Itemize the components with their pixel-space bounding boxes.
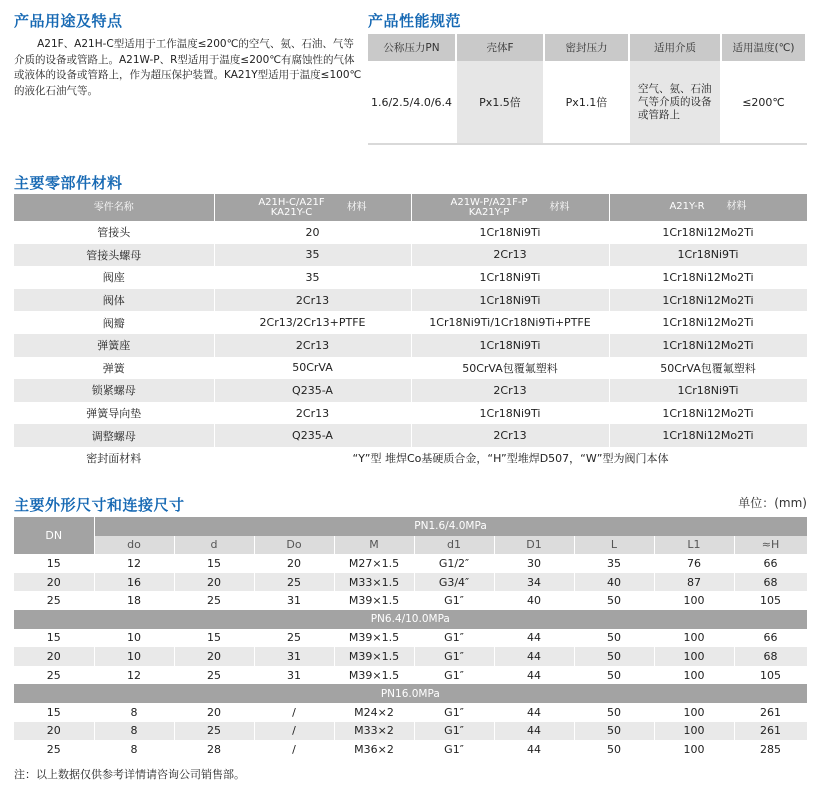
dim-cell: 105: [734, 666, 807, 685]
dim-cell: G1″: [414, 647, 494, 666]
dim-cell: 15: [14, 629, 94, 648]
material-cell: 1Cr18Ni9Ti: [411, 221, 609, 244]
dim-cell: M39×1.5: [334, 666, 414, 685]
dim-cell: G1″: [414, 740, 494, 759]
mat-header-model-1-name: A21H-C/A21F KA21Y-C: [258, 196, 325, 218]
dim-cell: 100: [654, 740, 734, 759]
dim-cell: 31: [254, 591, 334, 610]
dim-column-header: d: [174, 536, 254, 555]
dim-row: [14, 629, 807, 648]
dim-cell: G1/2″: [414, 554, 494, 573]
dim-cell: 50: [574, 703, 654, 722]
dim-cell: 25: [14, 591, 94, 610]
materials-title: 主要零部件材料: [14, 174, 123, 192]
mat-header-model-3-material: 材料: [726, 201, 747, 212]
dim-cell: 8: [94, 740, 174, 759]
dim-cell: 31: [254, 666, 334, 685]
unit-label: 单位：(mm): [738, 496, 807, 510]
dim-cell: 25: [254, 629, 334, 648]
material-cell: 2Cr13: [411, 244, 609, 267]
perf-header-shell: 壳体F: [456, 34, 544, 61]
dim-column-header: d1: [414, 536, 494, 555]
dim-cell: 50: [574, 629, 654, 648]
dim-cell: 100: [654, 666, 734, 685]
material-row: [14, 266, 807, 289]
material-cell: 1Cr18Ni12Mo2Ti: [609, 424, 807, 447]
dim-cell: 100: [654, 647, 734, 666]
material-cell: 1Cr18Ni12Mo2Ti: [609, 289, 807, 312]
dim-column-header: do: [94, 536, 174, 555]
part-name-cell: 阀座: [14, 266, 214, 289]
pressure-section-row: [14, 610, 807, 629]
material-cell: 1Cr18Ni12Mo2Ti: [609, 221, 807, 244]
dim-cell: /: [254, 740, 334, 759]
part-name-cell: 管接头: [14, 221, 214, 244]
material-cell: 1Cr18Ni9Ti: [411, 334, 609, 357]
dim-cell: 50: [574, 722, 654, 741]
dim-cell: M24×2: [334, 703, 414, 722]
dim-cell: 20: [174, 573, 254, 592]
dim-cell: 261: [734, 722, 807, 741]
dim-cell: M36×2: [334, 740, 414, 759]
material-cell: 2Cr13/2Cr13+PTFE: [214, 311, 411, 334]
dim-cell: M33×1.5: [334, 573, 414, 592]
material-cell: 1Cr18Ni12Mo2Ti: [609, 402, 807, 425]
perf-header-seal: 密封压力: [544, 34, 629, 61]
perf-cell-seal: Px1.1倍: [544, 61, 629, 144]
seal-label-cell: 密封面材料: [14, 447, 214, 470]
dim-cell: 16: [94, 573, 174, 592]
dimensions-table: [14, 517, 808, 759]
dim-cell: G3/4″: [414, 573, 494, 592]
material-cell: 2Cr13: [214, 334, 411, 357]
dim-cell: G1″: [414, 722, 494, 741]
dim-cell: 15: [174, 554, 254, 573]
part-name-cell: 阀体: [14, 289, 214, 312]
perf-cell-temp: ≤200℃: [721, 61, 806, 144]
dim-cell: 44: [494, 629, 574, 648]
dim-cell: 25: [14, 666, 94, 685]
dim-cell: 68: [734, 647, 807, 666]
material-cell: 1Cr18Ni9Ti: [609, 244, 807, 267]
material-cell: 2Cr13: [411, 424, 609, 447]
dim-column-header-row: [14, 536, 807, 555]
material-row: [14, 402, 807, 425]
dim-cell: G1″: [414, 591, 494, 610]
dim-column-header: Do: [254, 536, 334, 555]
perf-header-medium: 适用介质: [629, 34, 721, 61]
dim-cell: M33×2: [334, 722, 414, 741]
dim-cell: 8: [94, 703, 174, 722]
materials-body: [14, 221, 807, 470]
perf-cell-medium: 空气、氨、石油气等介质的设备或管路上: [629, 61, 721, 144]
dimensions-title: 主要外形尺寸和连接尺寸: [14, 496, 185, 514]
dim-cell: 50: [574, 647, 654, 666]
dim-cell: 76: [654, 554, 734, 573]
perf-header-temp: 适用温度(℃): [721, 34, 806, 61]
dim-cell: 100: [654, 703, 734, 722]
dim-cell: 261: [734, 703, 807, 722]
dim-cell: 20: [14, 573, 94, 592]
material-cell: 35: [214, 244, 411, 267]
pressure-section-row: [14, 684, 807, 703]
material-cell: Q235-A: [214, 424, 411, 447]
material-cell: 50CrVA包覆氟塑料: [411, 357, 609, 380]
dim-cell: 44: [494, 722, 574, 741]
dim-cell: 20: [254, 554, 334, 573]
dim-cell: 12: [94, 554, 174, 573]
material-cell: 1Cr18Ni12Mo2Ti: [609, 266, 807, 289]
pressure-section-label: PN1.6/4.0MPa: [94, 517, 807, 536]
dim-column-header: M: [334, 536, 414, 555]
dim-cell: 35: [574, 554, 654, 573]
dim-cell: /: [254, 703, 334, 722]
mat-header-model-2: [411, 194, 609, 221]
seal-row: [14, 447, 807, 470]
mat-header-model-1: [214, 194, 411, 221]
mat-header-model-2-name: A21W-P/A21F-P KA21Y-P: [450, 196, 528, 218]
perf-cell-pn: 1.6/2.5/4.0/6.4: [368, 61, 456, 144]
dim-cell: G1″: [414, 629, 494, 648]
dim-row: [14, 591, 807, 610]
dim-cell: 8: [94, 722, 174, 741]
material-row: [14, 424, 807, 447]
seal-text-cell: “Y”型 堆焊Co基硬质合金，“H”型堆焊D507，“W”型为阀门本体: [214, 447, 807, 470]
dim-cell: 25: [14, 740, 94, 759]
material-cell: 1Cr18Ni12Mo2Ti: [609, 334, 807, 357]
dim-cell: 25: [174, 666, 254, 685]
material-cell: 20: [214, 221, 411, 244]
dim-cell: 15: [174, 629, 254, 648]
dim-cell: 30: [494, 554, 574, 573]
dim-cell: 44: [494, 740, 574, 759]
dim-cell: 87: [654, 573, 734, 592]
dim-cell: 66: [734, 629, 807, 648]
material-cell: 2Cr13: [214, 402, 411, 425]
dim-column-header: L: [574, 536, 654, 555]
dim-cell: 66: [734, 554, 807, 573]
dim-cell: 100: [654, 722, 734, 741]
dim-row: [14, 647, 807, 666]
dim-column-header: ≈H: [734, 536, 807, 555]
dim-cell: 44: [494, 666, 574, 685]
dim-cell: 15: [14, 554, 94, 573]
dim-cell: 40: [574, 573, 654, 592]
material-row: [14, 244, 807, 267]
material-cell: 1Cr18Ni12Mo2Ti: [609, 311, 807, 334]
dim-cell: 31: [254, 647, 334, 666]
mat-header-model-2-material: 材料: [549, 201, 570, 213]
material-row: [14, 379, 807, 402]
material-cell: Q235-A: [214, 379, 411, 402]
dn-header: DN: [14, 517, 94, 554]
part-name-cell: 调整螺母: [14, 424, 214, 447]
dim-cell: M39×1.5: [334, 591, 414, 610]
material-cell: 1Cr18Ni9Ti: [609, 379, 807, 402]
dim-cell: G1″: [414, 703, 494, 722]
dim-column-header: D1: [494, 536, 574, 555]
material-cell: 50CrVA: [214, 357, 411, 380]
part-name-cell: 管接头螺母: [14, 244, 214, 267]
dim-cell: 40: [494, 591, 574, 610]
dim-cell: 50: [574, 740, 654, 759]
material-cell: 2Cr13: [214, 289, 411, 312]
mat-header-model-3-name: A21Y-R: [669, 201, 705, 212]
dim-cell: 10: [94, 629, 174, 648]
dim-cell: 15: [14, 703, 94, 722]
dim-cell: 100: [654, 591, 734, 610]
dim-cell: M39×1.5: [334, 629, 414, 648]
dim-cell: 25: [174, 722, 254, 741]
dim-column-header: L1: [654, 536, 734, 555]
dim-cell: 105: [734, 591, 807, 610]
dim-cell: 100: [654, 629, 734, 648]
dimensions-body: [14, 517, 807, 759]
dim-cell: M39×1.5: [334, 647, 414, 666]
dim-cell: 20: [14, 647, 94, 666]
dim-cell: /: [254, 722, 334, 741]
dim-cell: 28: [174, 740, 254, 759]
part-name-cell: 弹簧导向垫: [14, 402, 214, 425]
dim-cell: 20: [174, 647, 254, 666]
dim-cell: 20: [14, 722, 94, 741]
dim-cell: G1″: [414, 666, 494, 685]
dim-row: [14, 573, 807, 592]
mat-header-model-1-material: 材料: [346, 201, 367, 213]
dim-cell: M27×1.5: [334, 554, 414, 573]
material-cell: 1Cr18Ni9Ti: [411, 266, 609, 289]
dim-row: [14, 722, 807, 741]
material-row: [14, 357, 807, 380]
dim-row: [14, 666, 807, 685]
perf-header-pn: 公称压力PN: [368, 34, 456, 61]
usage-title: 产品用途及特点: [14, 12, 123, 30]
dim-cell: 20: [174, 703, 254, 722]
part-name-cell: 阀瓣: [14, 311, 214, 334]
dim-cell: 18: [94, 591, 174, 610]
perf-cell-shell: Px1.5倍: [456, 61, 544, 144]
material-row: [14, 334, 807, 357]
dim-cell: 25: [254, 573, 334, 592]
dim-cell: 44: [494, 703, 574, 722]
performance-title: 产品性能规范: [368, 12, 462, 30]
dim-cell: 10: [94, 647, 174, 666]
part-name-cell: 弹簧: [14, 357, 214, 380]
performance-table: [368, 34, 807, 145]
footnote: 注：以上数据仅供参考详情请咨询公司销售部。: [14, 768, 245, 781]
dim-cell: 285: [734, 740, 807, 759]
pressure-section-label: PN16.0MPa: [14, 684, 807, 703]
usage-text: A21F、A21H-C型适用于工作温度≤200℃的空气、氨、石油、气等介质的设备或管路上。A21W-P、R型适用于温度≤200℃有腐蚀性的气体或液体的设备或管路上，作为超压保护装置。KA21Y型适用于温度≤100℃的液化石油气等。: [14, 38, 362, 97]
mat-header-model-3: [609, 194, 807, 221]
material-row: [14, 311, 807, 334]
material-cell: 50CrVA包覆氟塑料: [609, 357, 807, 380]
part-name-cell: 锁紧螺母: [14, 379, 214, 402]
dim-cell: 50: [574, 666, 654, 685]
dim-cell: 68: [734, 573, 807, 592]
dim-row: [14, 703, 807, 722]
material-cell: 35: [214, 266, 411, 289]
part-name-cell: 弹簧座: [14, 334, 214, 357]
dim-cell: 34: [494, 573, 574, 592]
material-row: [14, 289, 807, 312]
dim-cell: 44: [494, 647, 574, 666]
dim-header-row: [14, 517, 807, 536]
dim-row: [14, 740, 807, 759]
materials-table: [14, 194, 808, 470]
material-cell: 1Cr18Ni9Ti/1Cr18Ni9Ti+PTFE: [411, 311, 609, 334]
dim-cell: 12: [94, 666, 174, 685]
dim-cell: 50: [574, 591, 654, 610]
material-cell: 1Cr18Ni9Ti: [411, 402, 609, 425]
material-row: [14, 221, 807, 244]
mat-header-part: 零件名称: [14, 194, 214, 221]
dim-cell: 25: [174, 591, 254, 610]
material-cell: 1Cr18Ni9Ti: [411, 289, 609, 312]
pressure-section-label: PN6.4/10.0MPa: [14, 610, 807, 629]
dim-row: [14, 554, 807, 573]
material-cell: 2Cr13: [411, 379, 609, 402]
